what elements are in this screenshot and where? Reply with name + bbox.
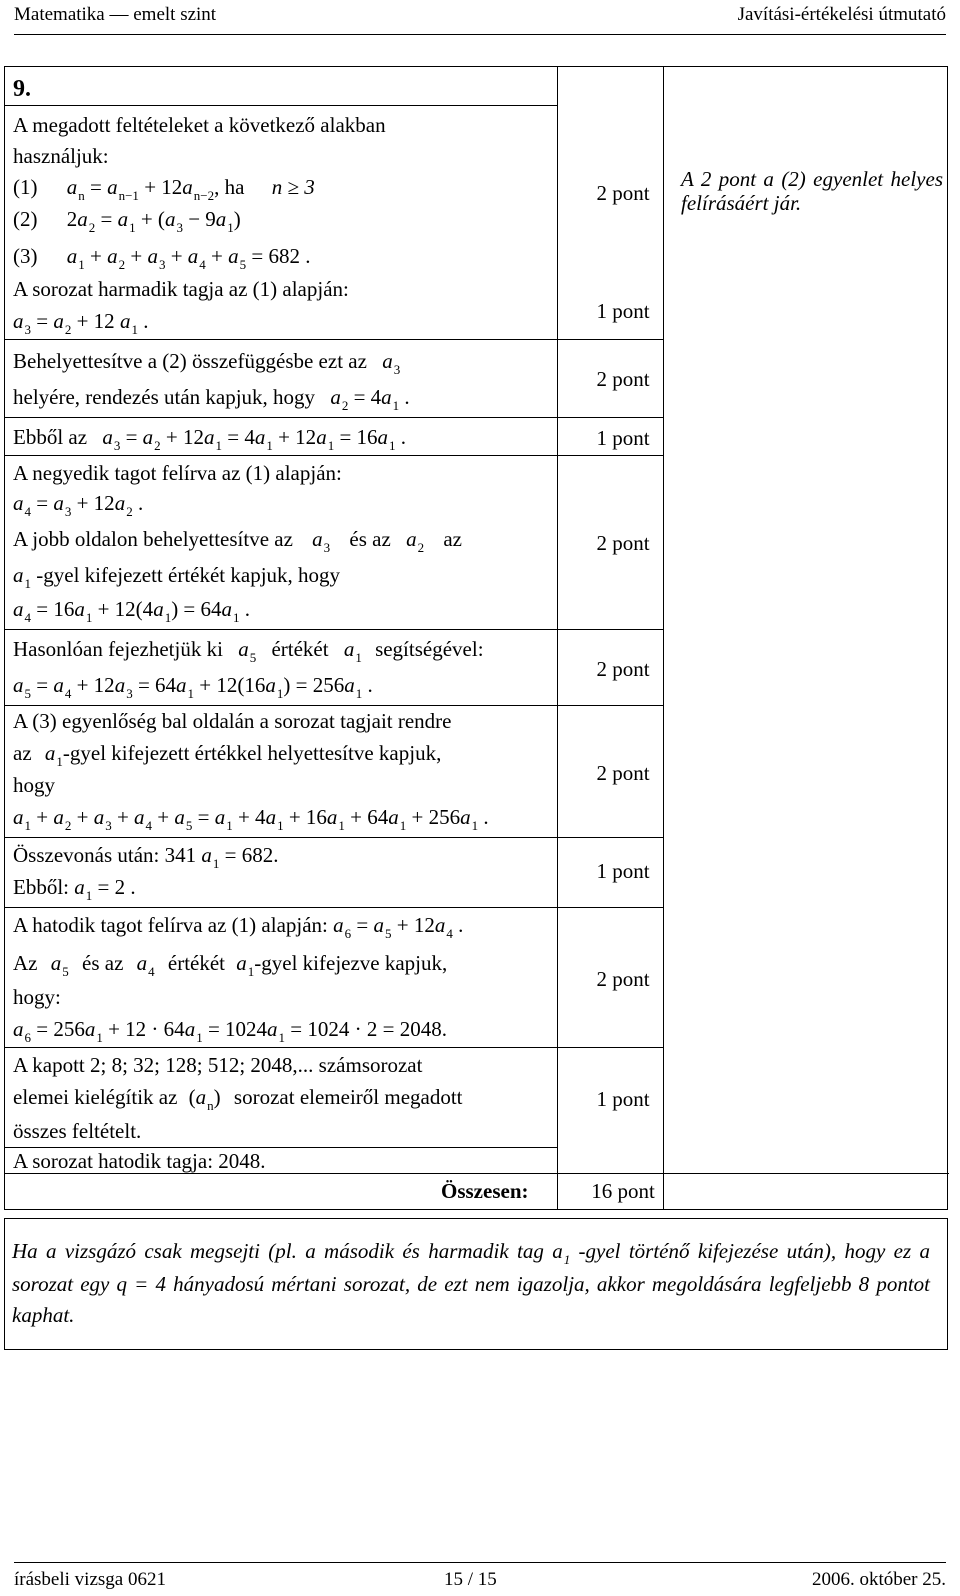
- points-2: 1 pont: [596, 299, 650, 323]
- fifth-term-eq: $a_5 = a_4 + 12a_3 = 64a_1 + 12(16a_1) = 256a_1$ .: [13, 673, 373, 701]
- ebbol-text: Ebből az: [13, 425, 88, 449]
- row-line: [5, 417, 663, 418]
- header-guide-title: Javítási-értékelési útmutató: [737, 4, 946, 25]
- third-term-result: Ebből az $a_3 = a_2 + 12a_1 = 4a_1 + 12a_1 = 16a_1$ .: [13, 425, 407, 453]
- footer-exam-code: írásbeli vizsga 0621: [14, 1569, 166, 1590]
- combined-line: Összevonás után: 341 $a_1 = 682$.: [13, 843, 279, 871]
- condition-text: , ha: [214, 175, 245, 199]
- points-5: 2 pont: [596, 531, 650, 555]
- row-line: [5, 1173, 949, 1174]
- task-number: 9.: [13, 76, 31, 102]
- header-subject: Matematika — emelt szint: [14, 4, 217, 25]
- third-term-intro: A sorozat harmadik tagja az (1) alapján:: [13, 277, 349, 301]
- row-line: [5, 837, 663, 838]
- intro-line-2: használjuk:: [13, 144, 109, 168]
- row-line: [5, 339, 663, 340]
- gyel-text: -gyel kifejezett értékkel helyettesítve kapjuk,: [62, 741, 442, 765]
- equation3-line-3: hogy: [13, 773, 55, 797]
- condition-label: (2): [13, 207, 38, 231]
- fifth-term-intro: Hasonlóan fejezhetjük ki $a_5$ értékét $a_1$ segítségével:: [13, 637, 484, 665]
- osszevonas-text: Összevonás után: 341: [13, 843, 197, 867]
- row-line: [5, 705, 663, 706]
- right-side-text: A jobb oldalon behelyettesítve az: [13, 527, 293, 551]
- az-text: az: [443, 527, 462, 551]
- row-line: [5, 1147, 557, 1148]
- gyel-text: -gyel kifejezett értékét kapjuk, hogy: [36, 563, 341, 587]
- equation3-sum: $a_1 + a_2 + a_3 + a_4 + a_5 = a_1 + 4a_1 + 16a_1 + 64a_1 + 256a_1$ .: [13, 805, 489, 833]
- row-line: [5, 907, 663, 908]
- condition-1: (1) $a_n = a_{n-1} + 12a_{n-2}$, ha n ≥ 3: [13, 175, 315, 203]
- verification-line-1: A kapott 2; 8; 32; 128; 512; 2048,... számsorozat: [13, 1053, 423, 1077]
- side-note: A 2 pont a (2) egyenlet helyes felírásáért jár.: [681, 167, 943, 215]
- closing-note: Ha a vizsgázó csak megsejti (pl. a második és harmadik tag $a_1$ -gyel történő kifejezése után), hogy ez a sorozat egy q = 4 hányadosú mértani sorozat, de ezt nem igazolja, akkor megoldására legfeljebb 8 pontot kaphat.: [12, 1239, 930, 1327]
- condition-label: (1): [13, 175, 38, 199]
- substitution-line-1: Behelyettesítve a (2) összefüggésbe ezt az $a_3$: [13, 349, 401, 377]
- fourth-term-result: $a_4 = 16a_1 + 12(4a_1) = 64a_1$ .: [13, 597, 251, 625]
- equation3-line-2: az $a_1$-gyel kifejezett értékkel helyettesítve kapjuk,: [13, 741, 442, 769]
- es-az-text: és az: [349, 527, 391, 551]
- sixth-term-result: $a_6 = 256a_1 + 12 \cdot 64a_1 = 1024a_1 = 1024 \cdot 2 = 2048$.: [13, 1017, 447, 1045]
- sixth-term-line-2: Az $a_5$ és az $a_4$ értékét $a_1$-gyel kifejezve kapjuk,: [13, 951, 448, 979]
- fourth-term-intro: A negyedik tagot felírva az (1) alapján:: [13, 461, 342, 485]
- total-label: Összesen:: [441, 1179, 529, 1203]
- equation3-line-1: A (3) egyenlőség bal oldalán a sorozat tagjait rendre: [13, 709, 452, 733]
- sorozat-text: sorozat elemeiről megadott: [233, 1085, 463, 1109]
- solution-table: [4, 66, 948, 1210]
- erteket-text: értékét: [167, 951, 226, 975]
- third-term-eq: $a_3 = a_2 + 12$ $a_1$ .: [13, 309, 149, 337]
- row-line: [5, 455, 663, 456]
- points-9: 2 pont: [596, 967, 650, 991]
- condition-label: (3): [13, 244, 38, 268]
- substitution-text-1: Behelyettesítve a (2) összefüggésbe ezt az: [13, 349, 367, 373]
- right-side-line-2: $a_1$ -gyel kifejezett értékét kapjuk, hogy: [13, 563, 341, 591]
- points-8: 1 pont: [596, 859, 650, 883]
- points-6: 2 pont: [596, 657, 650, 681]
- condition-2: (2) $2a_2 = a_1 + (a_3 - 9a_1)$: [13, 207, 241, 235]
- page-footer: [14, 1562, 946, 1593]
- substitution-text-2: helyére, rendezés után kapjuk, hogy: [13, 385, 316, 409]
- az-text: az: [13, 741, 32, 765]
- sixth-term-line-3: hogy:: [13, 985, 61, 1009]
- az-text: Az: [13, 951, 38, 975]
- column-divider-2: [663, 67, 664, 1209]
- fourth-term-eq: $a_4 = a_3 + 12a_2$ .: [13, 491, 144, 519]
- points-7: 2 pont: [596, 761, 650, 785]
- points-1: 2 pont: [596, 181, 650, 205]
- substitution-line-2: helyére, rendezés után kapjuk, hogy $a_2 = 4a_1$ .: [13, 385, 410, 413]
- total-points: 16 pont: [591, 1179, 655, 1203]
- gyel-text: -gyel kifejezve kapjuk,: [254, 951, 448, 975]
- footer-date: 2006. október 25.: [811, 1569, 946, 1590]
- ebbol-text: Ebből:: [13, 875, 69, 899]
- row-line: [5, 105, 557, 106]
- osszevonas-value: = 682.: [224, 843, 279, 867]
- column-divider-1: [557, 67, 558, 1209]
- points-3: 2 pont: [596, 367, 650, 391]
- intro-line-1: A megadott feltételeket a következő alakban: [13, 113, 386, 137]
- points-4: 1 pont: [596, 426, 650, 450]
- right-side-line-1: A jobb oldalon behelyettesítve az $a_3$ és az $a_2$ az: [13, 527, 462, 555]
- verification-line-3: összes feltételt.: [13, 1119, 142, 1143]
- verification-line-2: elemei kielégítik az $(a_n)$ sorozat elemeiről megadott: [13, 1085, 463, 1113]
- points-10: 1 pont: [596, 1087, 650, 1111]
- sixth-term-intro: A hatodik tagot felírva az (1) alapján: $a_6 = a_5 + 12a_4$ .: [13, 913, 464, 941]
- erteket-text: értékét: [271, 637, 329, 661]
- final-answer: A sorozat hatodik tagja: 2048.: [13, 1149, 266, 1173]
- es-az-text: és az: [82, 951, 124, 975]
- segitsegevel-text: segítségével:: [375, 637, 484, 661]
- condition-3: (3) $a_1 + a_2 + a_3 + a_4 + a_5 = 682$ .: [13, 244, 311, 272]
- a1-result: Ebből: $a_1 = 2$ .: [13, 875, 136, 903]
- page-header: [14, 4, 946, 35]
- row-line: [5, 1047, 663, 1048]
- elemei-text: elemei kielégítik az: [13, 1085, 178, 1109]
- hatodik-text: A hatodik tagot felírva az (1) alapján:: [13, 913, 328, 937]
- condition-inequality: n ≥ 3: [271, 175, 315, 199]
- hason-text: Hasonlóan fejezhetjük ki: [13, 637, 223, 661]
- row-line: [5, 629, 663, 630]
- footer-page-number: 15 / 15: [444, 1569, 497, 1590]
